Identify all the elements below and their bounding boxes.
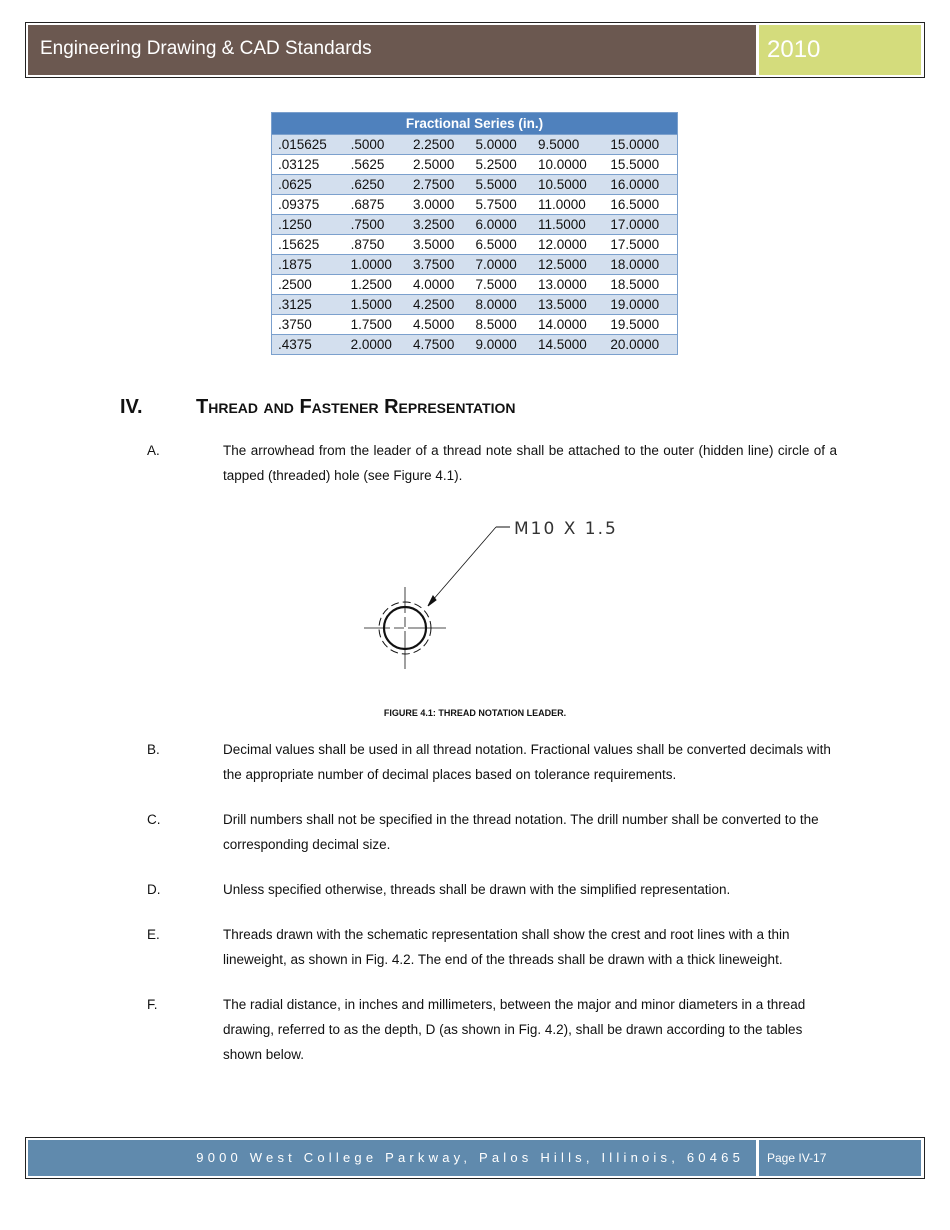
table-cell: 13.5000 bbox=[532, 295, 604, 315]
table-cell: 18.0000 bbox=[604, 255, 677, 275]
table-cell: 3.2500 bbox=[407, 215, 469, 235]
table-cell: 1.5000 bbox=[345, 295, 407, 315]
list-item-d bbox=[147, 877, 837, 902]
footer-address: 9000 West College Parkway, Palos Hills, Illinois, 60465 bbox=[28, 1140, 756, 1176]
table-cell: 4.2500 bbox=[407, 295, 469, 315]
item-text: Unless specified otherwise, threads shall be drawn with the simplified representation. bbox=[223, 882, 731, 897]
item-text: Drill numbers shall not be specified in the thread notation. The drill number shall be converted to the corresponding decimal size. bbox=[223, 812, 819, 852]
table-cell: 12.0000 bbox=[532, 235, 604, 255]
table-cell: 13.0000 bbox=[532, 275, 604, 295]
page-number: Page IV-17 bbox=[759, 1140, 921, 1176]
item-text: Decimal values shall be used in all thread notation. Fractional values shall be converted decimals with the appropriate number of decimal places based on tolerance requirements. bbox=[223, 742, 831, 782]
table-cell: .3125 bbox=[272, 295, 345, 315]
table-cell: .015625 bbox=[272, 135, 345, 155]
list-item-e bbox=[147, 922, 837, 972]
table-cell: .3750 bbox=[272, 315, 345, 335]
page-header bbox=[25, 22, 925, 78]
table-cell: .03125 bbox=[272, 155, 345, 175]
fractional-series-table bbox=[271, 112, 678, 355]
table-cell: .15625 bbox=[272, 235, 345, 255]
item-letter: F. bbox=[147, 997, 158, 1012]
table-cell: 5.5000 bbox=[470, 175, 532, 195]
table-cell: .7500 bbox=[345, 215, 407, 235]
table-cell: 1.7500 bbox=[345, 315, 407, 335]
table-cell: 10.5000 bbox=[532, 175, 604, 195]
table-cell: 6.5000 bbox=[470, 235, 532, 255]
table-cell: 9.0000 bbox=[470, 335, 532, 355]
table-cell: 17.0000 bbox=[604, 215, 677, 235]
thread-hole-drawing bbox=[350, 510, 640, 670]
table-row bbox=[272, 235, 678, 255]
figure-thread-leader bbox=[350, 510, 640, 675]
table-cell: 4.5000 bbox=[407, 315, 469, 335]
table-cell: 19.5000 bbox=[604, 315, 677, 335]
item-letter: C. bbox=[147, 812, 161, 827]
table-row bbox=[272, 155, 678, 175]
table-cell: 2.0000 bbox=[345, 335, 407, 355]
table-cell: 5.2500 bbox=[470, 155, 532, 175]
table-cell: 5.7500 bbox=[470, 195, 532, 215]
table-cell: .5000 bbox=[345, 135, 407, 155]
table-cell: 1.0000 bbox=[345, 255, 407, 275]
table-cell: 18.5000 bbox=[604, 275, 677, 295]
list-item-f bbox=[147, 992, 837, 1067]
table-cell: 15.0000 bbox=[604, 135, 677, 155]
table-cell: 16.0000 bbox=[604, 175, 677, 195]
table-cell: 7.5000 bbox=[470, 275, 532, 295]
table-cell: 3.0000 bbox=[407, 195, 469, 215]
table-row bbox=[272, 295, 678, 315]
table-cell: 11.0000 bbox=[532, 195, 604, 215]
table-row bbox=[272, 255, 678, 275]
table-cell: .6875 bbox=[345, 195, 407, 215]
table-cell: 4.7500 bbox=[407, 335, 469, 355]
list-item-b bbox=[147, 737, 837, 787]
table-row bbox=[272, 215, 678, 235]
item-letter: B. bbox=[147, 742, 160, 757]
table-cell: 19.0000 bbox=[604, 295, 677, 315]
table-cell: 15.5000 bbox=[604, 155, 677, 175]
table-cell: 12.5000 bbox=[532, 255, 604, 275]
table-row bbox=[272, 315, 678, 335]
table-cell: 3.5000 bbox=[407, 235, 469, 255]
section-number: IV. bbox=[120, 396, 143, 418]
table-cell: 2.2500 bbox=[407, 135, 469, 155]
document-year: 2010 bbox=[759, 25, 921, 75]
table-cell: 8.5000 bbox=[470, 315, 532, 335]
table-cell: .6250 bbox=[345, 175, 407, 195]
table-title: Fractional Series (in.) bbox=[272, 113, 678, 135]
table-cell: 17.5000 bbox=[604, 235, 677, 255]
table-cell: 7.0000 bbox=[470, 255, 532, 275]
table-row bbox=[272, 335, 678, 355]
table-cell: .09375 bbox=[272, 195, 345, 215]
table-cell: .0625 bbox=[272, 175, 345, 195]
table-cell: 14.0000 bbox=[532, 315, 604, 335]
table-cell: .8750 bbox=[345, 235, 407, 255]
item-letter: A. bbox=[147, 443, 160, 458]
table-cell: 11.5000 bbox=[532, 215, 604, 235]
table-cell: 6.0000 bbox=[470, 215, 532, 235]
item-letter: D. bbox=[147, 882, 161, 897]
table-cell: .2500 bbox=[272, 275, 345, 295]
table-cell: .1250 bbox=[272, 215, 345, 235]
thread-note: M10 X 1.5 bbox=[514, 519, 618, 539]
table-row bbox=[272, 195, 678, 215]
table-cell: 4.0000 bbox=[407, 275, 469, 295]
table-cell: 2.5000 bbox=[407, 155, 469, 175]
table-cell: 9.5000 bbox=[532, 135, 604, 155]
item-text: The radial distance, in inches and millimeters, between the major and minor diameters in a thread drawing, referred to as the depth, D (as shown in Fig. 4.2), shall be drawn according to the tables shown below. bbox=[223, 997, 806, 1062]
table-cell: .5625 bbox=[345, 155, 407, 175]
table-cell: .4375 bbox=[272, 335, 345, 355]
table-cell: 2.7500 bbox=[407, 175, 469, 195]
table-cell: 5.0000 bbox=[470, 135, 532, 155]
list-item-c bbox=[147, 807, 837, 857]
table-row bbox=[272, 175, 678, 195]
item-text: Threads drawn with the schematic representation shall show the crest and root lines with a thin lineweight, as shown in Fig. 4.2. The end of the threads shall be drawn with a thick lineweight. bbox=[223, 927, 790, 967]
table-row bbox=[272, 275, 678, 295]
document-title: Engineering Drawing & CAD Standards bbox=[28, 25, 756, 75]
table-cell: 3.7500 bbox=[407, 255, 469, 275]
item-letter: E. bbox=[147, 927, 160, 942]
list-item-a bbox=[147, 438, 837, 488]
table-row bbox=[272, 135, 678, 155]
table-cell: 16.5000 bbox=[604, 195, 677, 215]
table-cell: 14.5000 bbox=[532, 335, 604, 355]
section-title: Thread and Fastener Representation bbox=[196, 396, 516, 418]
table-cell: 10.0000 bbox=[532, 155, 604, 175]
item-text: The arrowhead from the leader of a thread note shall be attached to the outer (hidden line) circle of a tapped (threaded) hole (see Figure 4.1). bbox=[223, 443, 837, 483]
table-cell: 8.0000 bbox=[470, 295, 532, 315]
table-cell: 1.2500 bbox=[345, 275, 407, 295]
table-cell: .1875 bbox=[272, 255, 345, 275]
page-footer bbox=[25, 1137, 925, 1179]
table-cell: 20.0000 bbox=[604, 335, 677, 355]
figure-caption: FIGURE 4.1: THREAD NOTATION LEADER. bbox=[383, 708, 567, 718]
